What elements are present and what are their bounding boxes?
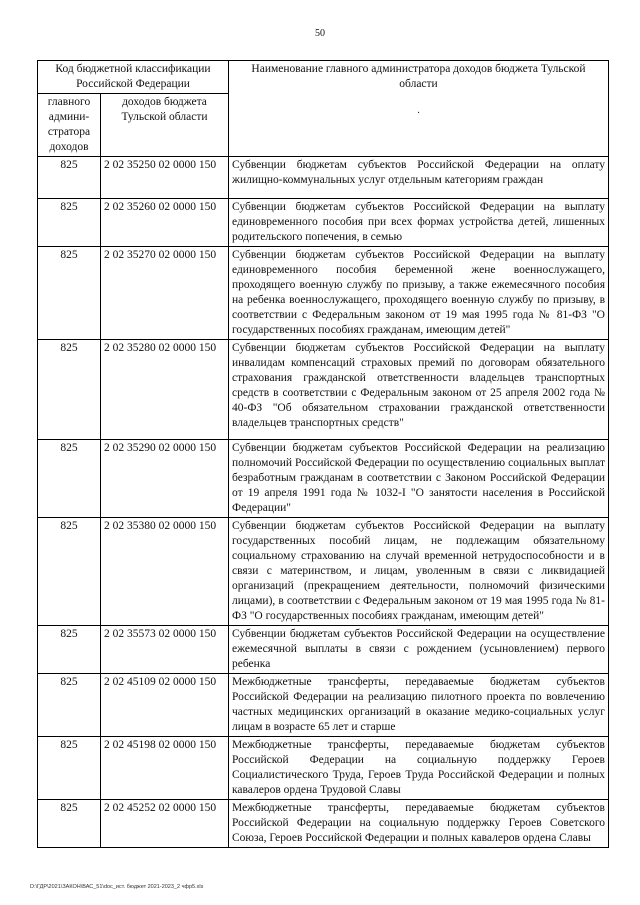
admin-code-cell: 825 (38, 737, 101, 800)
admin-code-cell: 825 (38, 440, 101, 518)
revenue-code-cell: 2 02 35280 02 0000 150 (101, 340, 229, 440)
description-cell: Субвенции бюджетам субъектов Российской Федерации на реализацию полномочий Российской Федерации по осуществлению социальных выплат безработным гражданам в соответствии с Законом Российской Федерации от 19 апреля 1991 года № 1032-I "О занятости населения в Российской Федерации" (229, 440, 609, 518)
name-column-label: Наименование главного администратора доходов бюджета Тульской области (251, 63, 586, 90)
table-row (38, 626, 609, 674)
name-column-header (229, 61, 609, 157)
description-cell: Субвенции бюджетам субъектов Российской Федерации на выплату государственных пособий лицам, не подлежащим обязательному социальному страхованию на случай временной нетрудоспособности и в связи с материнством, и лицам, уволенным в связи с ликвидацией организаций (прекращением деятельности, полномочий физическими лицами), в соответствии с Федеральным законом от 19 мая 1995 года № 81-ФЗ "О государственных пособиях гражданам, имеющим детей" (229, 518, 609, 626)
description-cell: Субвенции бюджетам субъектов Российской Федерации на выплату единовременного пособия беременной жене военнослужащего, проходящего военную службу по призыву, а также ежемесячного пособия на ребенка военнослужащего, проходящего военную службу по призыву, в соответствии с Федеральным законом от 19 мая 1995 года № 81-ФЗ "О государственных пособиях гражданам, имеющим детей" (229, 247, 609, 340)
admin-column-header: главного админи-стратора доходов (38, 94, 101, 157)
admin-code-cell: 825 (38, 518, 101, 626)
table-row (38, 737, 609, 800)
header-row-1 (38, 61, 609, 94)
admin-code-cell: 825 (38, 626, 101, 674)
table-row (38, 440, 609, 518)
table-row (38, 800, 609, 848)
revenue-admin-table (37, 60, 609, 848)
description-cell: Субвенции бюджетам субъектов Российской Федерации на осуществление ежемесячной выплаты в связи с рождением (усыновлением) первого ребенка (229, 626, 609, 674)
description-cell: Субвенции бюджетам субъектов Российской Федерации на оплату жилищно-коммунальных услуг отдельным категориям граждан (229, 157, 609, 199)
admin-code-cell: 825 (38, 157, 101, 199)
description-cell: Субвенции бюджетам субъектов Российской Федерации на выплату инвалидам компенсаций страховых премий по договорам обязательного страхования гражданской ответственности владельцев транспортных средств в соответствии с Федеральным законом от 25 апреля 2002 года № 40-ФЗ "Об обязательном страховании гражданской ответственности владельцев транспортных средств" (229, 340, 609, 440)
admin-code-cell: 825 (38, 247, 101, 340)
classification-header: Код бюджетной классификации Российской Федерации (38, 61, 229, 94)
description-cell: Межбюджетные трансферты, передаваемые бюджетам субъектов Российской Федерации на реализацию пилотного проекта по вовлечению частных медицинских организаций в оказание медико-социальных услуг лицам в возрасте 65 лет и старше (229, 674, 609, 737)
revenue-code-cell: 2 02 35573 02 0000 150 (101, 626, 229, 674)
table-row (38, 674, 609, 737)
admin-code-cell: 825 (38, 800, 101, 848)
page-number: 50 (315, 28, 325, 39)
admin-code-cell: 825 (38, 674, 101, 737)
description-cell: Межбюджетные трансферты, передаваемые бюджетам субъектов Российской Федерации на социальную поддержку Героев Социалистического Труда, Героев Труда Российской Федерации и полных кавалеров ордена Трудовой Славы (229, 737, 609, 800)
revenue-code-cell: 2 02 35250 02 0000 150 (101, 157, 229, 199)
table-row (38, 518, 609, 626)
table-row (38, 157, 609, 199)
file-path-footer: D:\ГДР\2021\ЗАКОН\ВАС_51\doc_ист. бюджет 2021-2023_2 чфр5.xls (30, 884, 204, 890)
admin-code-cell: 825 (38, 340, 101, 440)
description-cell: Субвенции бюджетам субъектов Российской Федерации на выплату единовременного пособия при всех формах устройства детей, лишенных родительского попечения, в семью (229, 199, 609, 247)
revenue-code-cell: 2 02 45252 02 0000 150 (101, 800, 229, 848)
revenue-column-header: доходов бюджета Тульской области (101, 94, 229, 157)
dot-mark: · (416, 108, 421, 119)
description-cell: Межбюджетные трансферты, передаваемые бюджетам субъектов Российской Федерации на социальную поддержку Героев Советского Союза, Героев Российской Федерации и полных кавалеров ордена Славы (229, 800, 609, 848)
table-row (38, 247, 609, 340)
revenue-code-cell: 2 02 35380 02 0000 150 (101, 518, 229, 626)
revenue-code-cell: 2 02 45198 02 0000 150 (101, 737, 229, 800)
revenue-code-cell: 2 02 35270 02 0000 150 (101, 247, 229, 340)
table-row (38, 199, 609, 247)
table-row (38, 340, 609, 440)
revenue-code-cell: 2 02 45109 02 0000 150 (101, 674, 229, 737)
revenue-code-cell: 2 02 35260 02 0000 150 (101, 199, 229, 247)
revenue-code-cell: 2 02 35290 02 0000 150 (101, 440, 229, 518)
admin-code-cell: 825 (38, 199, 101, 247)
